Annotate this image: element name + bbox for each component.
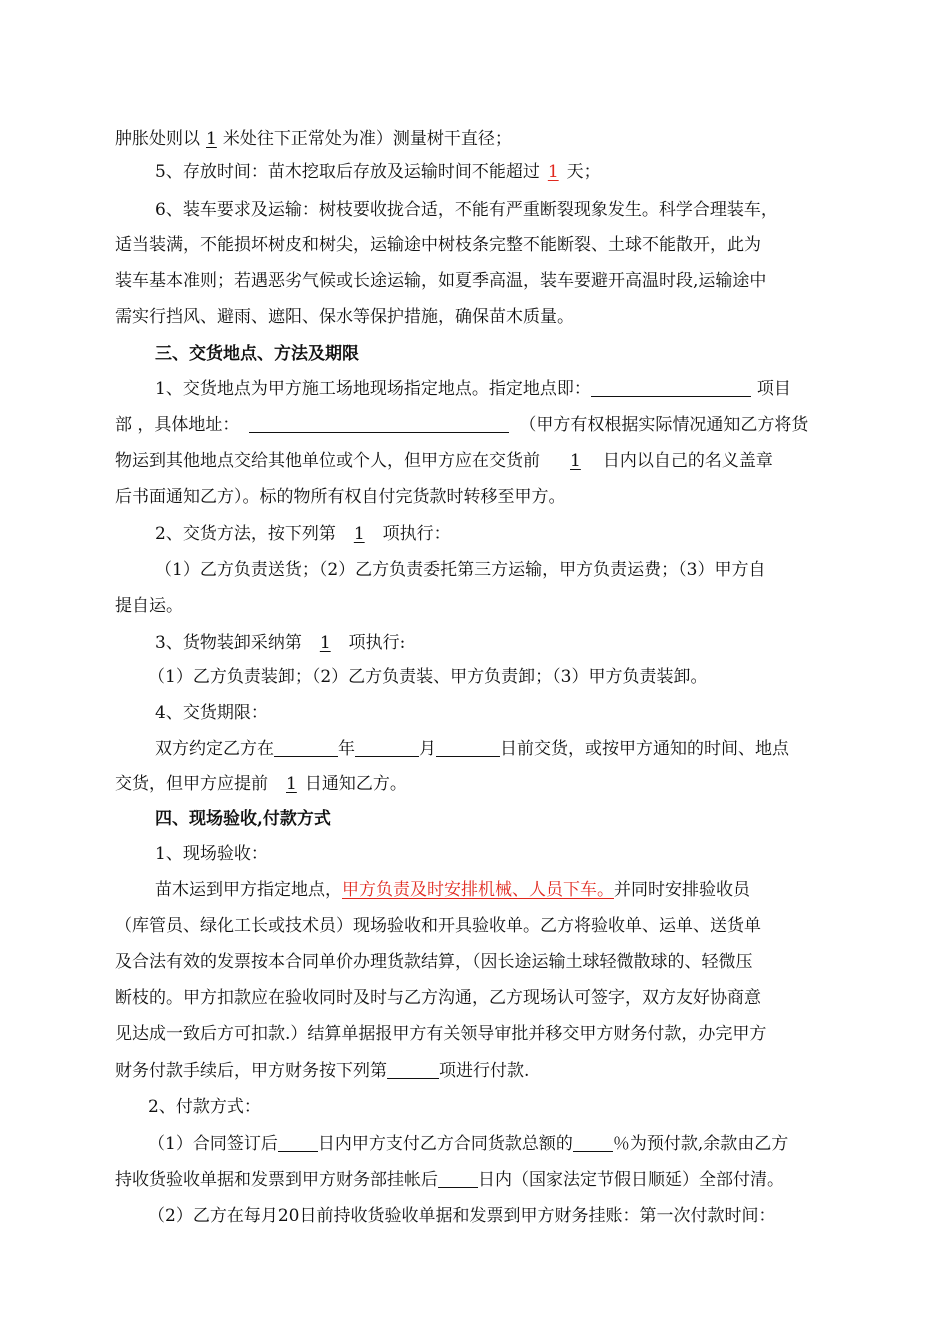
para-payment-option-1	[148, 1133, 788, 1155]
text: 日内（国家法定节假日顺延）全部付清。	[478, 1170, 784, 1190]
text: 日通知乙方。	[304, 774, 407, 794]
para-notice	[115, 450, 773, 472]
blank-field	[591, 378, 751, 397]
para-acceptance-line-2: （库管员、绿化工长或技术员）现场验收和开具验收单。乙方将验收单、运单、送货单	[115, 916, 761, 936]
para-payment-option-2: （2）乙方在每月20日前持收货验收单据和发票到甲方财务挂账：第一次付款时间：	[148, 1206, 776, 1226]
text: 项进行付款.	[439, 1061, 530, 1081]
text: 并同时安排验收员	[614, 880, 750, 900]
para-delivery-place	[155, 378, 791, 400]
para-delivery-options-1: （1）乙方负责送货；（2）乙方负责委托第三方运输，甲方负责运费；（3）甲方自	[155, 560, 766, 580]
text: 持收货验收单据和发票到甲方财务部挂帐后	[115, 1170, 438, 1190]
text: 2、交货方法，按下列第	[155, 524, 336, 544]
text: 年	[338, 739, 355, 759]
para-acceptance-line-6	[115, 1060, 529, 1082]
para-payment-option-1-cont	[115, 1169, 784, 1191]
para-delivery-method	[155, 523, 451, 545]
text: 项执行:	[348, 633, 406, 653]
text: ％为预付款,余款由乙方	[612, 1134, 789, 1154]
text: 天；	[566, 162, 601, 182]
para-payment-method: 2、付款方式：	[148, 1097, 261, 1117]
filled-value: 1	[353, 524, 365, 544]
para-loading-method	[155, 632, 405, 654]
text: （1）合同签订后	[148, 1134, 278, 1154]
para-diameter-measure	[115, 128, 512, 150]
text: 月	[419, 739, 436, 759]
text: （甲方有权根据实际情况通知乙方将货	[519, 415, 809, 435]
text: 米处往下正常处为准）测量树干直径；	[222, 129, 512, 149]
filled-value: 1	[547, 162, 559, 182]
para-loading-line-3: 装车基本准则；若遇恶劣气候或长途运输，如夏季高温，装车要避开高温时段,运输途中	[115, 271, 767, 291]
para-acceptance-line-4: 断枝的。甲方扣款应在验收同时及时与乙方沟通，乙方现场认可签字，双方友好协商意	[115, 988, 761, 1008]
para-agreed-date	[155, 738, 789, 760]
filled-value: 1	[319, 633, 331, 653]
para-storage-time	[155, 161, 601, 183]
blank-field	[438, 1169, 478, 1188]
section-heading-acceptance: 四、现场验收,付款方式	[155, 809, 331, 829]
text: 5、存放时间：苗木挖取后存放及运输时间不能超过	[155, 162, 540, 182]
para-delivery-deadline: 4、交货期限：	[155, 703, 268, 723]
para-advance-notice	[115, 773, 407, 795]
text: 项执行：	[382, 524, 451, 544]
section-heading-delivery: 三、交货地点、方法及期限	[155, 344, 359, 364]
text: 部 ，具体地址：	[115, 415, 240, 435]
para-arrival	[155, 879, 750, 901]
para-loading-options: （1）乙方负责装卸；（2）乙方负责装、甲方负责卸；（3）甲方负责装卸。	[148, 667, 708, 687]
blank-day	[436, 738, 500, 757]
blank-year	[274, 738, 338, 757]
text: 财务付款手续后，甲方财务按下列第	[115, 1061, 387, 1081]
text: 日前交货，或按甲方通知的时间、地点	[500, 739, 789, 759]
text: 肿胀处则以	[115, 129, 200, 149]
blank-month	[355, 738, 419, 757]
text: 1、交货地点为甲方施工场地现场指定地点。指定地点即：	[155, 379, 591, 399]
text: 苗木运到甲方指定地点，	[155, 880, 342, 900]
text: 日内甲方支付乙方合同货款总额的	[317, 1134, 573, 1154]
filled-value: 1	[206, 129, 217, 149]
para-acceptance-line-5: 见达成一致后方可扣款.）结算单据报甲方有关领导审批并移交甲方财务付款，办完甲方	[115, 1024, 767, 1044]
blank-field	[278, 1133, 318, 1152]
text: 交货，但甲方应提前	[115, 774, 268, 794]
text: 日内以自己的名义盖章	[602, 451, 773, 471]
para-ownership: 后书面通知乙方）。标的物所有权自付完货款时转移至甲方。	[115, 487, 566, 507]
text: 双方约定乙方在	[155, 739, 274, 759]
text: 3、货物装卸采纳第	[155, 633, 302, 653]
filled-value: 1	[570, 451, 581, 471]
blank-field	[387, 1060, 439, 1079]
para-loading-line-4: 需实行挡风、避雨、遮阳、保水等保护措施，确保苗木质量。	[115, 307, 574, 327]
text: 物运到其他地点交给其他单位或个人，但甲方应在交货前	[115, 451, 540, 471]
text: 项目	[756, 379, 791, 399]
para-delivery-options-2: 提自运。	[115, 596, 183, 616]
para-loading-line-1: 6、装车要求及运输：树枝要收拢合适，不能有严重断裂现象发生。科学合理装车，	[155, 200, 778, 220]
para-acceptance-line-3: 及合法有效的发票按本合同单价办理货款结算，（因长途运输土球轻微散球的、轻微压	[115, 952, 753, 972]
filled-value: 1	[286, 774, 297, 794]
blank-field	[573, 1133, 613, 1152]
highlighted-clause: 甲方负责及时安排机械、人员下车。	[342, 880, 614, 900]
para-address	[115, 414, 808, 436]
para-onsite-acceptance: 1、现场验收：	[155, 844, 268, 864]
para-loading-line-2: 适当装满，不能损坏树皮和树尖，运输途中树枝条完整不能断裂、土球不能散开，此为	[115, 235, 761, 255]
blank-field	[249, 414, 509, 433]
